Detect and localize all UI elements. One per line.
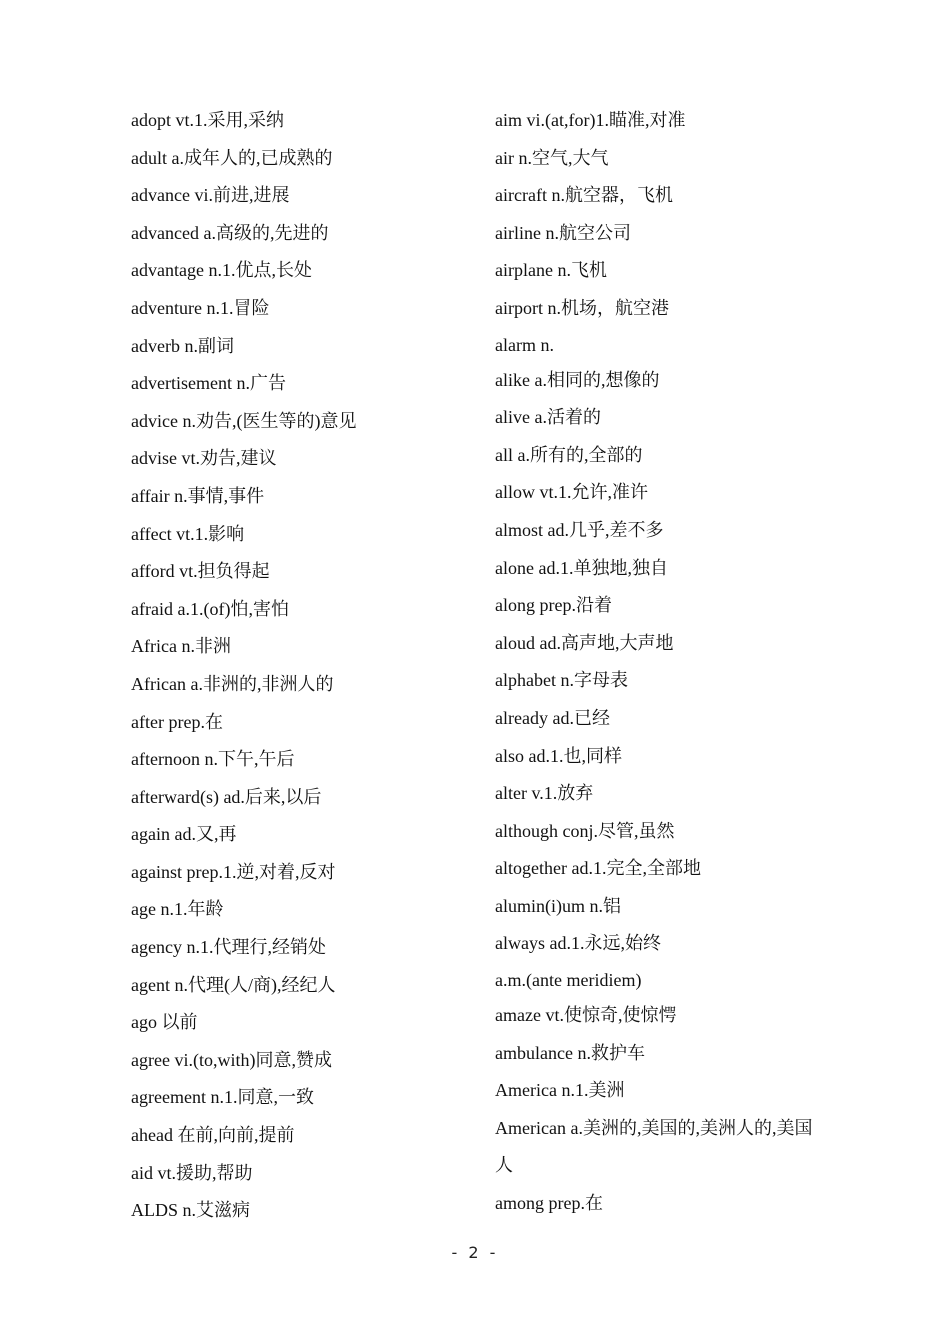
vocab-entry: age n.1.年龄 (131, 899, 224, 920)
vocab-entry: agreement n.1.同意,一致 (131, 1087, 314, 1108)
vocab-entry: alumin(i)um n.铝 (495, 895, 621, 916)
vocab-entry: ago 以前 (131, 1012, 198, 1033)
vocab-entry: allow vt.1.允许,准许 (495, 482, 648, 503)
vocab-entry: alive a.活着的 (495, 407, 601, 428)
vocab-entry: air n.空气,大气 (495, 147, 609, 168)
vocab-entry: adverb n.副词 (131, 335, 234, 356)
vocab-entry: adventure n.1.冒险 (131, 297, 270, 318)
vocab-entry: also ad.1.也,同样 (495, 745, 622, 766)
vocab-entry: aloud ad.高声地,大声地 (495, 632, 674, 653)
vocab-entry: afterward(s) ad.后来,以后 (131, 786, 322, 807)
vocab-entry: afternoon n.下午,午后 (131, 749, 295, 770)
vocab-entry: altogether ad.1.完全,全部地 (495, 858, 701, 879)
vocab-entry: advise vt.劝告,建议 (131, 448, 277, 469)
vocab-entry: ambulance n.救护车 (495, 1042, 645, 1063)
vocab-entry: although conj.尽管,虽然 (495, 820, 675, 841)
vocab-entry: afford vt.担负得起 (131, 561, 270, 582)
vocab-entry: advanced a.高级的,先进的 (131, 222, 329, 243)
vocab-entry: aim vi.(at,for)1.瞄准,对准 (495, 110, 686, 130)
vocab-entry: agent n.代理(人/商),经纪人 (131, 974, 336, 995)
vocab-entry: among prep.在 (495, 1193, 603, 1214)
vocab-entry: affair n.事情,事件 (131, 485, 265, 506)
vocab-entry: agency n.1.代理行,经销处 (131, 937, 326, 958)
vocab-entry: America n.1.美洲 (495, 1080, 625, 1101)
vocab-entry: almost ad.几乎,差不多 (495, 519, 664, 540)
vocab-entry: already ad.已经 (495, 707, 610, 728)
vocab-entry: African a.非洲的,非洲人的 (131, 673, 334, 694)
vocab-entry: agree vi.(to,with)同意,赞成 (131, 1049, 332, 1070)
vocab-entry: alphabet n.字母表 (495, 670, 628, 691)
vocab-entry: airplane n.飞机 (495, 260, 607, 281)
vocab-entry: afraid a.1.(of)怕,害怕 (131, 598, 289, 619)
vocab-entry: after prep.在 (131, 711, 223, 732)
vocab-entry: against prep.1.逆,对着,反对 (131, 861, 336, 882)
vocab-entry: aircraft n.航空器，飞机 (495, 185, 673, 206)
vocab-entry: adult a.成年人的,已成熟的 (131, 147, 333, 168)
vocab-entry: ALDS n.艾滋病 (131, 1200, 251, 1221)
vocab-entry: alike a.相同的,想像的 (495, 369, 660, 390)
vocab-entry: affect vt.1.影响 (131, 523, 245, 544)
vocab-entry: adopt vt.1.采用,采纳 (131, 110, 284, 130)
vocab-entry: advice n.劝告,(医生等的)意见 (131, 410, 357, 431)
vocab-entry: airline n.航空公司 (495, 222, 631, 243)
right-column (495, 102, 825, 1223)
vocab-entry: alter v.1.放弃 (495, 783, 594, 804)
vocab-entry: always ad.1.永远,始终 (495, 933, 661, 954)
page-number: - 2 - (451, 1243, 499, 1262)
vocab-entry: all a.所有的,全部的 (495, 444, 643, 465)
vocab-entry: advance vi.前进,进展 (131, 185, 290, 206)
vocab-entry: Africa n.非洲 (131, 636, 231, 657)
vocab-entry: again ad.又,再 (131, 824, 237, 845)
vocab-entry: amaze vt.使惊奇,使惊愕 (495, 1005, 677, 1026)
left-column (131, 102, 476, 1230)
vocab-entry: airport n.机场，航空港 (495, 297, 669, 318)
vocab-entry: American a.美洲的,美国的,美洲人的,美国人 (495, 1117, 813, 1176)
vocab-entry: alone ad.1.单独地,独自 (495, 557, 668, 578)
vocab-entry: along prep.沿着 (495, 595, 612, 616)
vocab-entry: ahead 在前,向前,提前 (131, 1125, 295, 1146)
vocab-entry: advantage n.1.优点,长处 (131, 260, 312, 281)
vocab-entry: alarm n. (495, 334, 554, 355)
vocab-entry: a.m.(ante meridiem) (495, 970, 642, 991)
vocab-entry: advertisement n.广告 (131, 373, 286, 394)
vocab-entry: aid vt.援助,帮助 (131, 1162, 253, 1183)
